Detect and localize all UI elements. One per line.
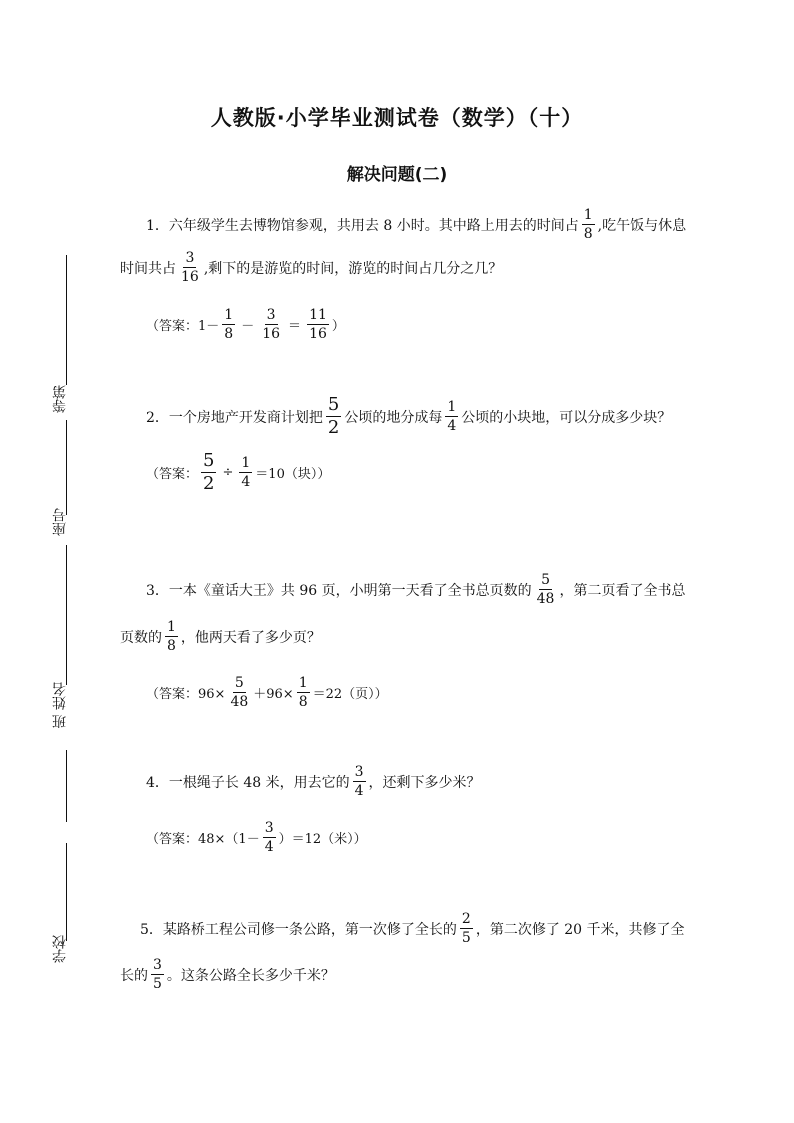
q2-line-1 xyxy=(146,396,671,437)
q2-text-3: 公顷的小块地，可以分成多少块？ xyxy=(461,409,672,426)
q4-line-1 xyxy=(146,765,481,798)
q2-fraction-1: $\frac{5}{2}$ xyxy=(327,394,340,438)
q1-answer-open: （答案：1－ xyxy=(146,319,220,334)
binding-line-1 xyxy=(66,255,67,385)
grade-label: 等第 xyxy=(52,385,68,413)
q2-answer xyxy=(146,452,330,493)
binding-line-5 xyxy=(66,843,67,941)
q5-text-2: ，第二次修了 20 千米，共修了全 xyxy=(475,921,685,938)
q2-answer-close: ＝10（块）） xyxy=(255,467,331,482)
q5-text-4: 。这条公路全长多少千米？ xyxy=(166,967,335,984)
q1-answer-minus: － xyxy=(241,319,255,334)
q1-text-3: 时间共占 xyxy=(120,260,176,277)
page-title: 人教版·小学毕业测试卷（数学）（十） xyxy=(210,106,584,130)
q2-answer-divide: ÷ xyxy=(222,465,234,480)
binding-line-4 xyxy=(66,750,67,822)
q5-fraction-2: $\frac{3}{5}$ xyxy=(153,957,162,992)
q3-answer-fraction-1: $\frac{5}{48}$ xyxy=(230,675,249,710)
q1-answer-fraction-3: $\frac{11}{16}$ xyxy=(309,307,327,342)
q3-fraction-2: $\frac{1}{8}$ xyxy=(167,619,176,654)
section-subtitle: 解决问题(二) xyxy=(346,165,448,185)
q2-answer-fraction-2: $\frac{1}{4}$ xyxy=(241,455,251,490)
q3-answer xyxy=(146,676,388,709)
q1-answer-equals: ＝ xyxy=(288,319,302,334)
q4-answer xyxy=(146,821,367,854)
q3-text-4: ，他两天看了多少页？ xyxy=(180,629,321,646)
binding-line-2 xyxy=(66,420,67,515)
q4-answer-fraction-1: $\frac{3}{4}$ xyxy=(264,820,274,855)
q5-fraction-1: $\frac{2}{5}$ xyxy=(461,911,471,946)
q3-answer-mid: ＋96× xyxy=(253,687,294,702)
q4-fraction-1: $\frac{3}{4}$ xyxy=(354,764,364,799)
q3-answer-close: ＝22（页）） xyxy=(312,687,388,702)
q3-text-2: ，第二页看了全书总 xyxy=(559,582,686,599)
q5-line-1 xyxy=(140,912,685,945)
q5-line-2 xyxy=(120,958,335,991)
q1-answer-fraction-1: $\frac{1}{8}$ xyxy=(224,307,234,342)
seat-label: 座号 xyxy=(52,508,68,536)
q4-answer-close: ）＝12（米）） xyxy=(278,832,367,847)
school-label: 学校 xyxy=(52,935,68,963)
q1-answer xyxy=(146,308,345,341)
q5-text-1: 5．某路桥工程公司修一条公路，第一次修了全长的 xyxy=(140,921,457,938)
q3-line-1 xyxy=(146,573,685,606)
q4-text-1: 4．一根绳子长 48 米，用去它的 xyxy=(146,774,350,791)
q1-fraction-1: $\frac{1}{8}$ xyxy=(583,207,593,242)
q3-line-2 xyxy=(120,620,321,653)
q1-fraction-2: $\frac{3}{16}$ xyxy=(181,250,199,285)
q4-answer-open: （答案：48×（1－ xyxy=(146,832,260,847)
q4-text-2: ，还剩下多少米？ xyxy=(368,774,481,791)
q2-answer-open: （答案： xyxy=(146,467,199,482)
q1-text-2: ,吃午饭与休息 xyxy=(597,217,687,234)
q2-answer-fraction-1: $\frac{5}{2}$ xyxy=(203,450,215,494)
q1-text-4: ,剩下的是游览的时间，游览的时间占几分之几？ xyxy=(203,260,503,277)
q1-answer-close: ） xyxy=(331,319,345,334)
q1-line-2 xyxy=(120,251,502,284)
q1-answer-fraction-2: $\frac{3}{16}$ xyxy=(262,307,281,342)
q2-fraction-2: $\frac{1}{4}$ xyxy=(447,399,457,434)
binding-line-3 xyxy=(66,545,67,685)
q1-text-1: 1．六年级学生去博物馆参观，共用去 8 小时。其中路上用去的时间占 xyxy=(146,217,579,234)
q2-text-2: 公顷的地分成每 xyxy=(344,409,443,426)
q3-text-3: 页数的 xyxy=(120,629,162,646)
q5-text-3: 长的 xyxy=(120,967,148,984)
q1-line-1 xyxy=(146,208,686,241)
q3-answer-fraction-2: $\frac{1}{8}$ xyxy=(298,675,308,710)
class-name-label: 班 姓名 xyxy=(52,682,68,729)
q2-text-1: 2．一个房地产开发商计划把 xyxy=(146,409,323,426)
q3-fraction-1: $\frac{5}{48}$ xyxy=(536,572,555,607)
q3-answer-open: （答案：96× xyxy=(146,687,226,702)
q3-text-1: 3．一本《童话大王》共 96 页，小明第一天看了全书总页数的 xyxy=(146,582,532,599)
